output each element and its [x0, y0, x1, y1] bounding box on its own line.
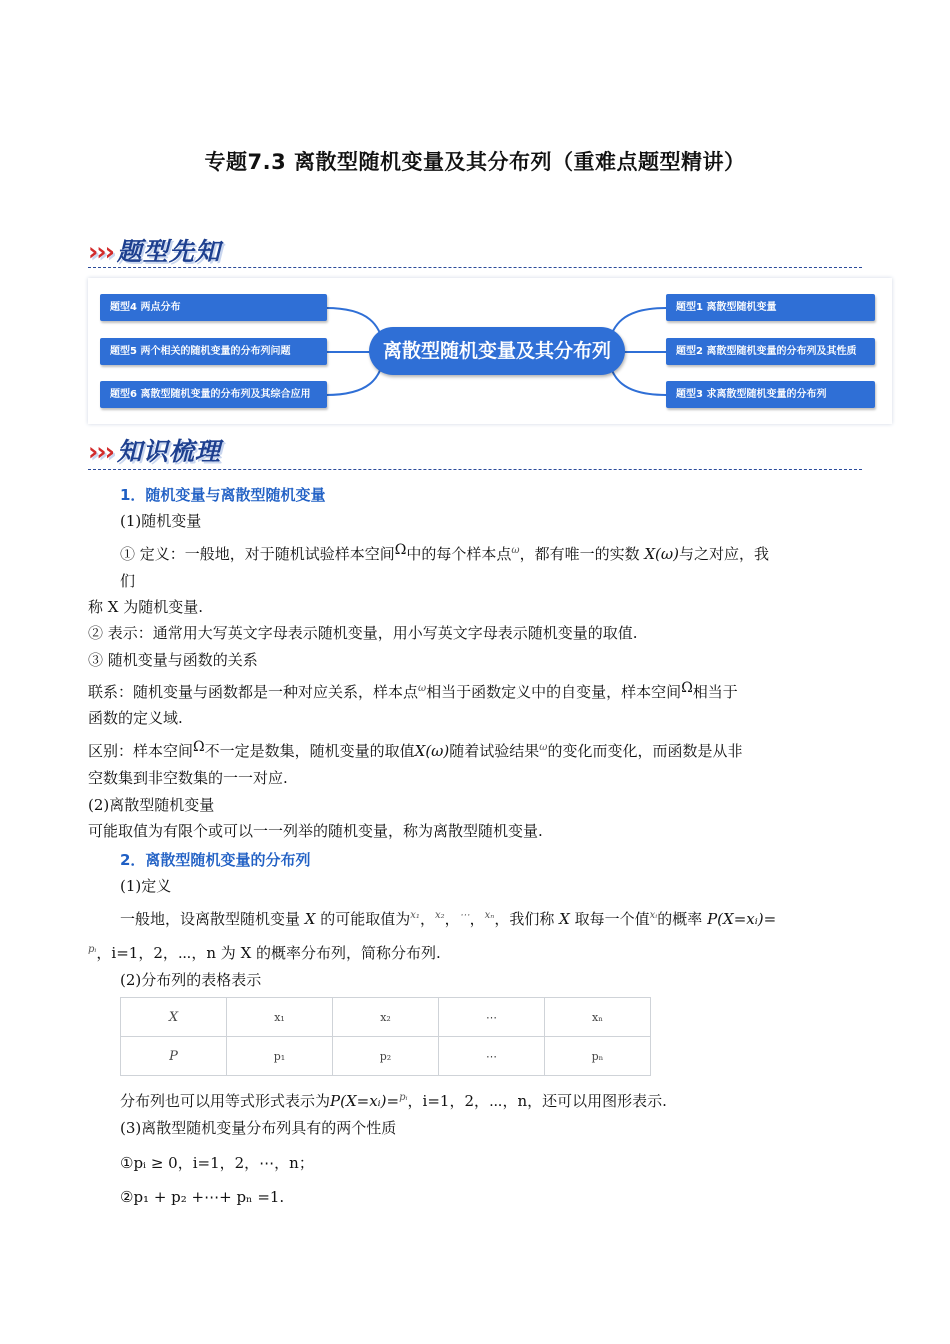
omega-symbol: Ω: [193, 739, 205, 755]
math-p-x-xi: P(X=xᵢ)=: [330, 1092, 400, 1110]
table-cell: X: [121, 998, 227, 1037]
text-span: 的可能取值为: [320, 910, 411, 928]
omega-small-symbol: ω: [418, 683, 427, 694]
divider: [88, 267, 862, 268]
text-span: 的变化而变化，而函数是从非: [547, 742, 743, 760]
divider: [88, 469, 862, 470]
text-span: ，i=1，2，⋯，n，还可以用图形表示.: [407, 1092, 667, 1110]
text-span: 不一定是数集，随机变量的取值: [204, 742, 415, 760]
table-cell: x₂: [333, 998, 439, 1037]
banner-arrows-icon: ›››: [88, 237, 113, 266]
text-span: 与之对应，我: [678, 545, 769, 563]
table-row: [121, 998, 651, 1037]
math-p-x-xi: P(X=xᵢ)=: [707, 910, 777, 928]
table-cell: x₁: [227, 998, 333, 1037]
mind-map: [88, 278, 892, 424]
text-span: ，我们称: [494, 910, 555, 928]
text-span: 相当于: [692, 683, 738, 701]
text-span: 随着试验结果: [449, 742, 540, 760]
link-line-2: 函数的定义域.: [88, 709, 183, 727]
text-span: 区别：样本空间: [88, 742, 194, 760]
equation-form-line: [120, 1091, 667, 1114]
math-xn: xₙ: [484, 910, 495, 921]
table-cell: p₁: [227, 1037, 333, 1076]
property-2: ②p₁ + p₂ +⋯+ pₙ =1.: [120, 1188, 285, 1206]
text-span: 分布列也可以用等式形式表示为: [120, 1092, 331, 1110]
distribution-table: [120, 997, 651, 1076]
table-cell: ⋯: [439, 1037, 545, 1076]
math-x-omega: X(ω): [414, 742, 450, 760]
representation-line: ② 表示：通常用大写英文字母表示随机变量，用小写英文字母表示随机变量的取值.: [88, 624, 638, 642]
definition-wrap: 们: [120, 572, 136, 590]
relation-heading: ③ 随机变量与函数的关系: [88, 651, 258, 669]
discrete-definition: 可能取值为有限个或可以一一列举的随机变量，称为离散型随机变量.: [88, 822, 543, 840]
text-span: 中的每个样本点: [406, 545, 512, 563]
omega-small-symbol: ω: [511, 545, 520, 556]
difference-line-2: 空数集到非空数集的一一对应.: [88, 769, 288, 787]
math-x: X: [304, 910, 316, 928]
math-xi: xᵢ: [649, 910, 658, 921]
omega-symbol: Ω: [394, 542, 407, 558]
mindmap-node-type3[interactable]: 题型3 求离散型随机变量的分布列: [666, 381, 875, 408]
link-line: [88, 682, 738, 705]
math-x-omega: X(ω): [644, 545, 679, 563]
mindmap-node-type2[interactable]: 题型2 离散型随机变量的分布列及其性质: [666, 338, 875, 365]
table-row: [121, 1037, 651, 1076]
text-span: 相当于函数定义中的自变量，样本空间: [426, 683, 682, 701]
math-pi: pᵢ: [88, 944, 97, 955]
distribution-definition: 一般地，设离散型随机变量 X 的可能取值为$^{x_1}$，$^{x_2}$，⋯，$^{x_n}$，我们称 X 取每一个值$^{xᵢ}$的概率 P(X=xᵢ)=: [120, 910, 777, 928]
property-1: ①pᵢ ≥ 0，i=1，2，⋯，n；: [120, 1154, 314, 1172]
table-cell: xₙ: [545, 998, 651, 1037]
definition-line-2: 称 X 为随机变量.: [88, 598, 203, 616]
math-x1: x₁: [410, 910, 420, 921]
page-title: 专题7.3 离散型随机变量及其分布列（重难点题型精讲）: [204, 150, 746, 174]
math-dots: ⋯: [459, 910, 470, 921]
math-x: X: [559, 910, 570, 928]
mindmap-node-type4[interactable]: 题型4 两点分布: [100, 294, 327, 321]
mindmap-center-node[interactable]: 离散型随机变量及其分布列: [369, 327, 625, 375]
math-pi: pᵢ: [399, 1092, 408, 1103]
sub-heading: (1)随机变量: [120, 512, 202, 530]
section-heading-2: 2．离散型随机变量的分布列: [120, 851, 311, 869]
text-span: 联系：随机变量与函数都是一种对应关系，样本点: [88, 683, 419, 701]
sub-heading: (3)离散型随机变量分布列具有的两个性质: [120, 1119, 397, 1137]
sub-heading: (2)分布列的表格表示: [120, 971, 262, 989]
banner-label: 题型先知: [116, 237, 221, 266]
text-span: ① 定义：一般地，对于随机试验样本空间: [120, 545, 395, 563]
banner-label: 知识梳理: [116, 437, 221, 466]
distribution-definition-2: [88, 943, 441, 966]
section-heading-1: 1．随机变量与离散型随机变量: [120, 486, 326, 504]
text-span: 一般地，设离散型随机变量: [120, 910, 301, 928]
banner-arrows-icon: ›››: [88, 437, 113, 466]
mindmap-node-type6[interactable]: 题型6 离散型随机变量的分布列及其综合应用: [100, 381, 327, 408]
sub-heading: (1)定义: [120, 877, 172, 895]
omega-small-symbol: ω: [539, 742, 548, 753]
text-span: ，i=1，2，⋯，n 为 X 的概率分布列，简称分布列.: [96, 944, 441, 962]
mindmap-node-type5[interactable]: 题型5 两个相关的随机变量的分布列问题: [100, 338, 327, 365]
mindmap-node-type1[interactable]: 题型1 离散型随机变量: [666, 294, 875, 321]
definition-line: [120, 544, 769, 567]
table-cell: P: [121, 1037, 227, 1076]
text-span: 取每一个值: [574, 910, 650, 928]
table-cell: ⋯: [439, 998, 545, 1037]
math-x2: x₂: [434, 910, 445, 921]
table-cell: pₙ: [545, 1037, 651, 1076]
omega-symbol: Ω: [681, 680, 693, 696]
banner-knowledge: [88, 432, 221, 472]
table-cell: p₂: [333, 1037, 439, 1076]
banner-question-types: [88, 232, 221, 272]
text-span: 的概率: [657, 910, 703, 928]
sub-heading: (2)离散型随机变量: [88, 796, 215, 814]
text-span: ，都有唯一的实数: [519, 545, 640, 563]
difference-line: [88, 741, 742, 764]
